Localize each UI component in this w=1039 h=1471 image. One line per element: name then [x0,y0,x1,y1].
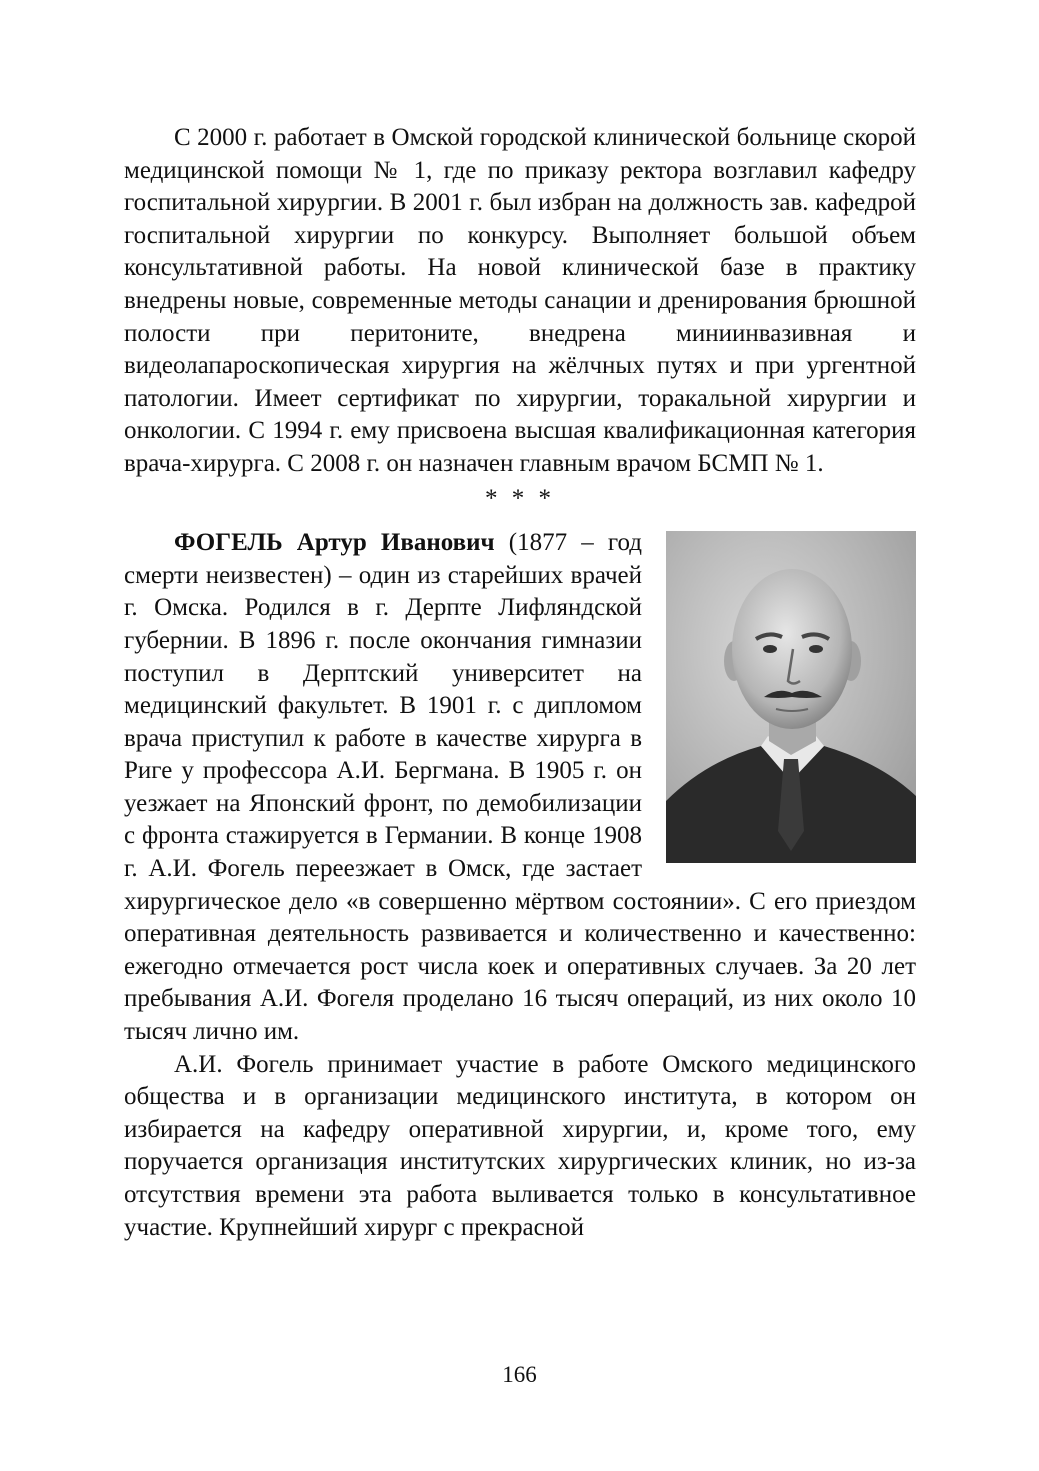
paragraph-text: С 2000 г. работает в Омской городской клинической больнице скорой медицинской помощи № 1, где по приказу ректора возглавил кафедру госпитальной хирургии. В 2001 г. был избран на должность зав. кафедрой госпитальной хирургии по конкурсу. Выполняет большой объем консультативной работы. На новой клинической базе в практику внедрены новые, современные методы санации и дренирования брюшной полости при перитоните, внедрена миниинвазивная и видеолапароскопическая хирургия на жёлчных путях и при ургентной патологии. Имеет сертификат по хирургии, торакальной хирургии и онкологии. С 1994 г. ему присвоена высшая квалификационная категория врача-хирурга. [124,124,916,477]
portrait-photo [666,531,916,863]
paragraph-text: А.И. Фогель принимает участие в работе Омского медицинского общества и в организации медицинского института, в котором он избирается на кафедру оперативной хирургии, и, кроме того, ему поручается организация институтских хирургических клиник, но из-за отсутствия времени эта работа выливается только в консультативное участие. Крупнейший хирург с прекрасной [124,1050,916,1241]
page-number: 166 [502,1362,537,1387]
paragraph [124,122,916,481]
page-body [124,122,916,1244]
section-separator: * * * [485,484,555,512]
entry-name: ФОГЕЛЬ Артур Иванович [174,529,495,557]
paragraph [124,1049,916,1245]
paragraph-text: (1877 – год смерти неизвестен) – один из старейших врачей г. Омска. Родился в г. Дерпте Лифляндской губернии. В 1896 г. после окончания гимназии поступил в Дерптский университет на медицинский факультет. В 1901 г. с дипломом врача приступил к работе в качестве хирурга в Риге у профессора А.И. Бергмана. В 1905 г. он уезжает на Японский фронт, по демобилизации с фронта стажируется в Германии. В конце 1908 г. А.И. Фогель переезжает в Омск, где застает хирургическое дело «в совершенно мёртвом состоянии». С его приездом оперативная деятельность развивается и количественно и качественно: ежегодно отмечается рост числа коек и оперативных случаев. За 20 лет пребывания А.И. Фогеля проделано 16 тысяч операций, из них около 10 тысяч лично им. [124,529,916,1046]
paragraph-text-end: С 2008 г. он назначен главным врачом БСМП № 1. [287,449,824,477]
